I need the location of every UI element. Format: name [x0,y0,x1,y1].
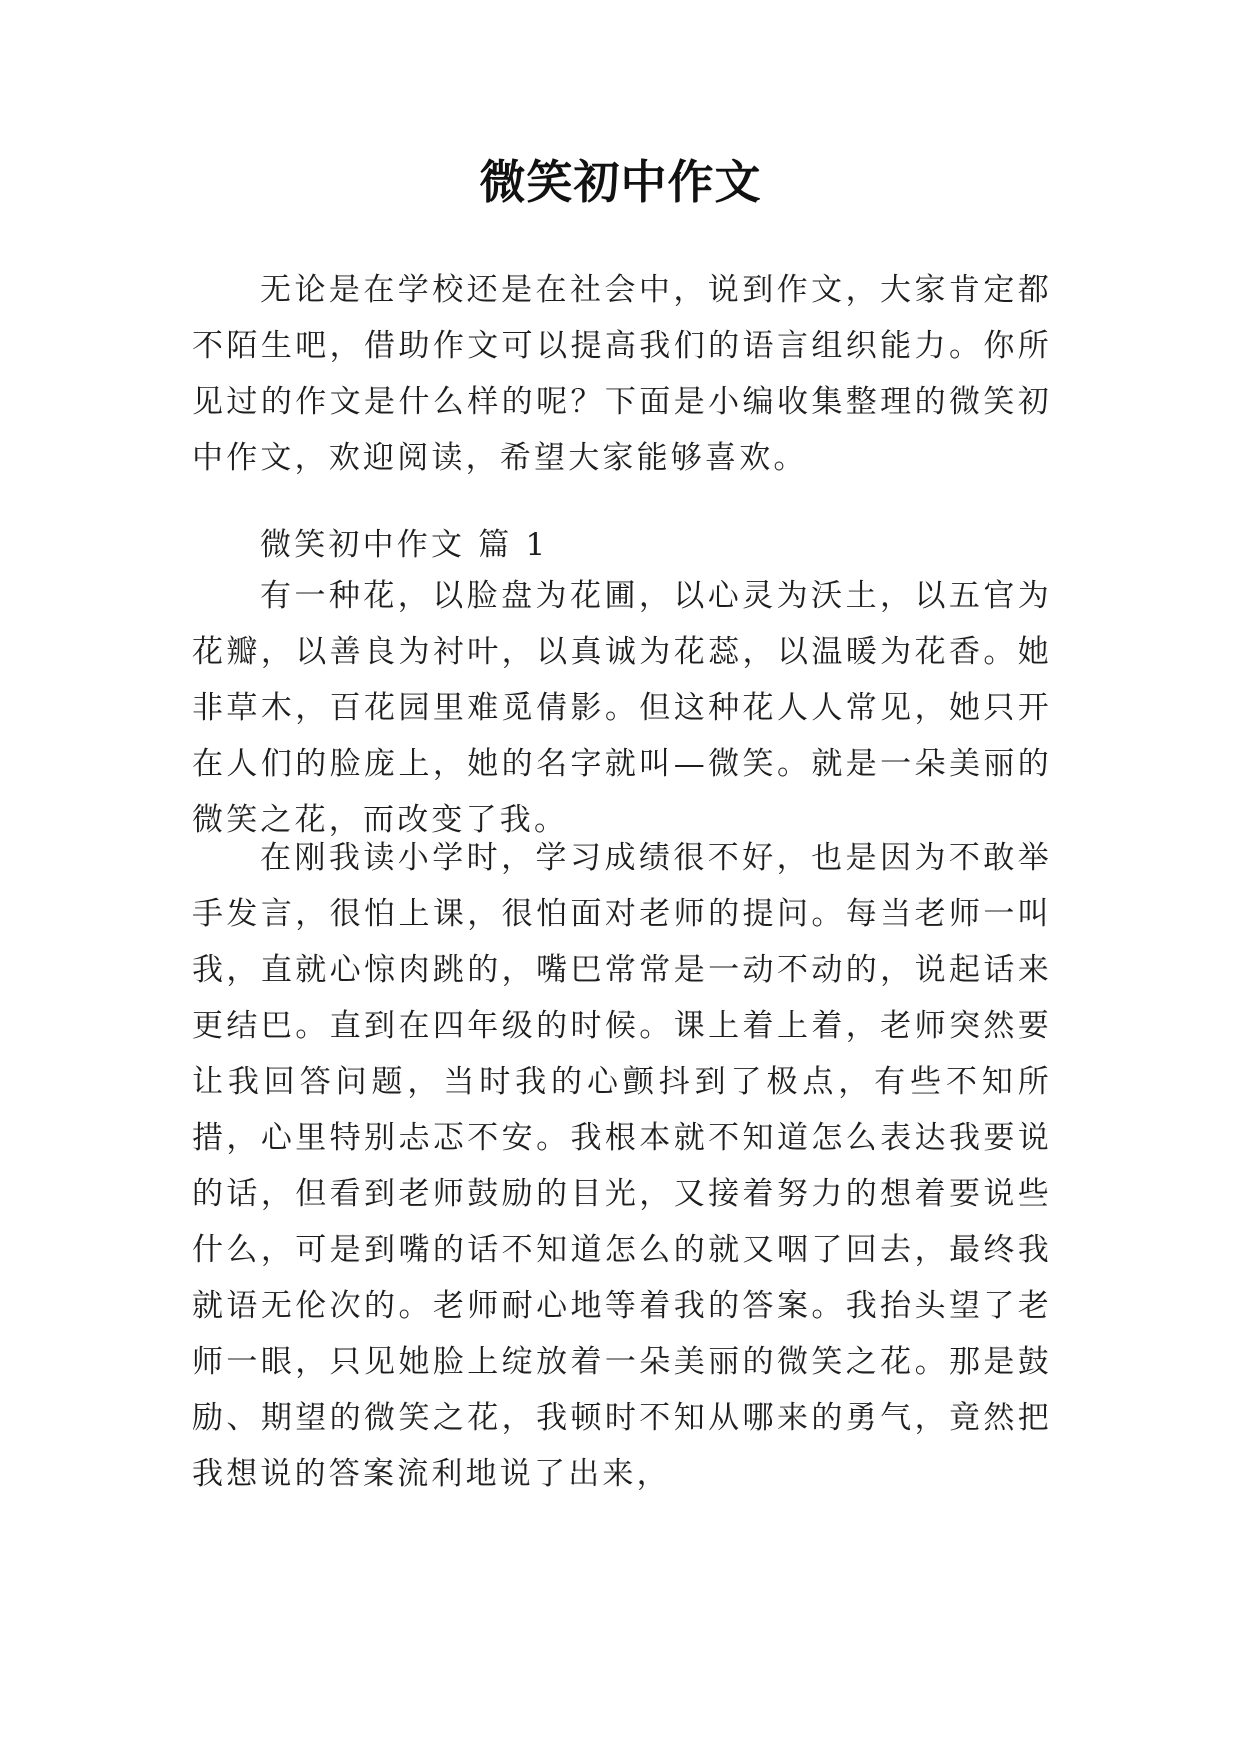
section-heading: 微笑初中作文 篇 1 [260,527,549,563]
body-paragraph-1: 有一种花，以脸盘为花圃，以心灵为沃土，以五官为花瓣，以善良为衬叶，以真诚为花蕊，以温暖为花香。她非草木，百花园里难觅倩影。但这种花人人常见，她只开在人们的脸庞上，她的名字就叫—微笑。就是一朵美丽的微笑之花，而改变了我。 [192,578,1052,838]
document-title: 微笑初中作文 [479,155,762,209]
intro-paragraph: 无论是在学校还是在社会中，说到作文，大家肯定都不陌生吧，借助作文可以提高我们的语言组织能力。你所见过的作文是什么样的呢？下面是小编收集整理的微笑初中作文，欢迎阅读，希望大家能够喜欢。 [192,272,1052,476]
body-paragraph-2: 在刚我读小学时，学习成绩很不好，也是因为不敢举手发言，很怕上课，很怕面对老师的提问。每当老师一叫我，直就心惊肉跳的，嘴巴常常是一动不动的，说起话来更结巴。直到在四年级的时候。课上着上着，老师突然要让我回答问题，当时我的心颤抖到了极点，有些不知所措，心里特别忐忑不安。我根本就不知道怎么表达我要说的话，但看到老师鼓励的目光，又接着努力的想着要说些什么，可是到嘴的话不知道怎么的就又咽了回去，最终我就语无伦次的。老师耐心地等着我的答案。我抬头望了老师一眼，只见她脸上绽放着一朵美丽的微笑之花。那是鼓励、期望的微笑之花，我顿时不知从哪来的勇气，竟然把我想说的答案流利地说了出来， [192,840,1052,1492]
